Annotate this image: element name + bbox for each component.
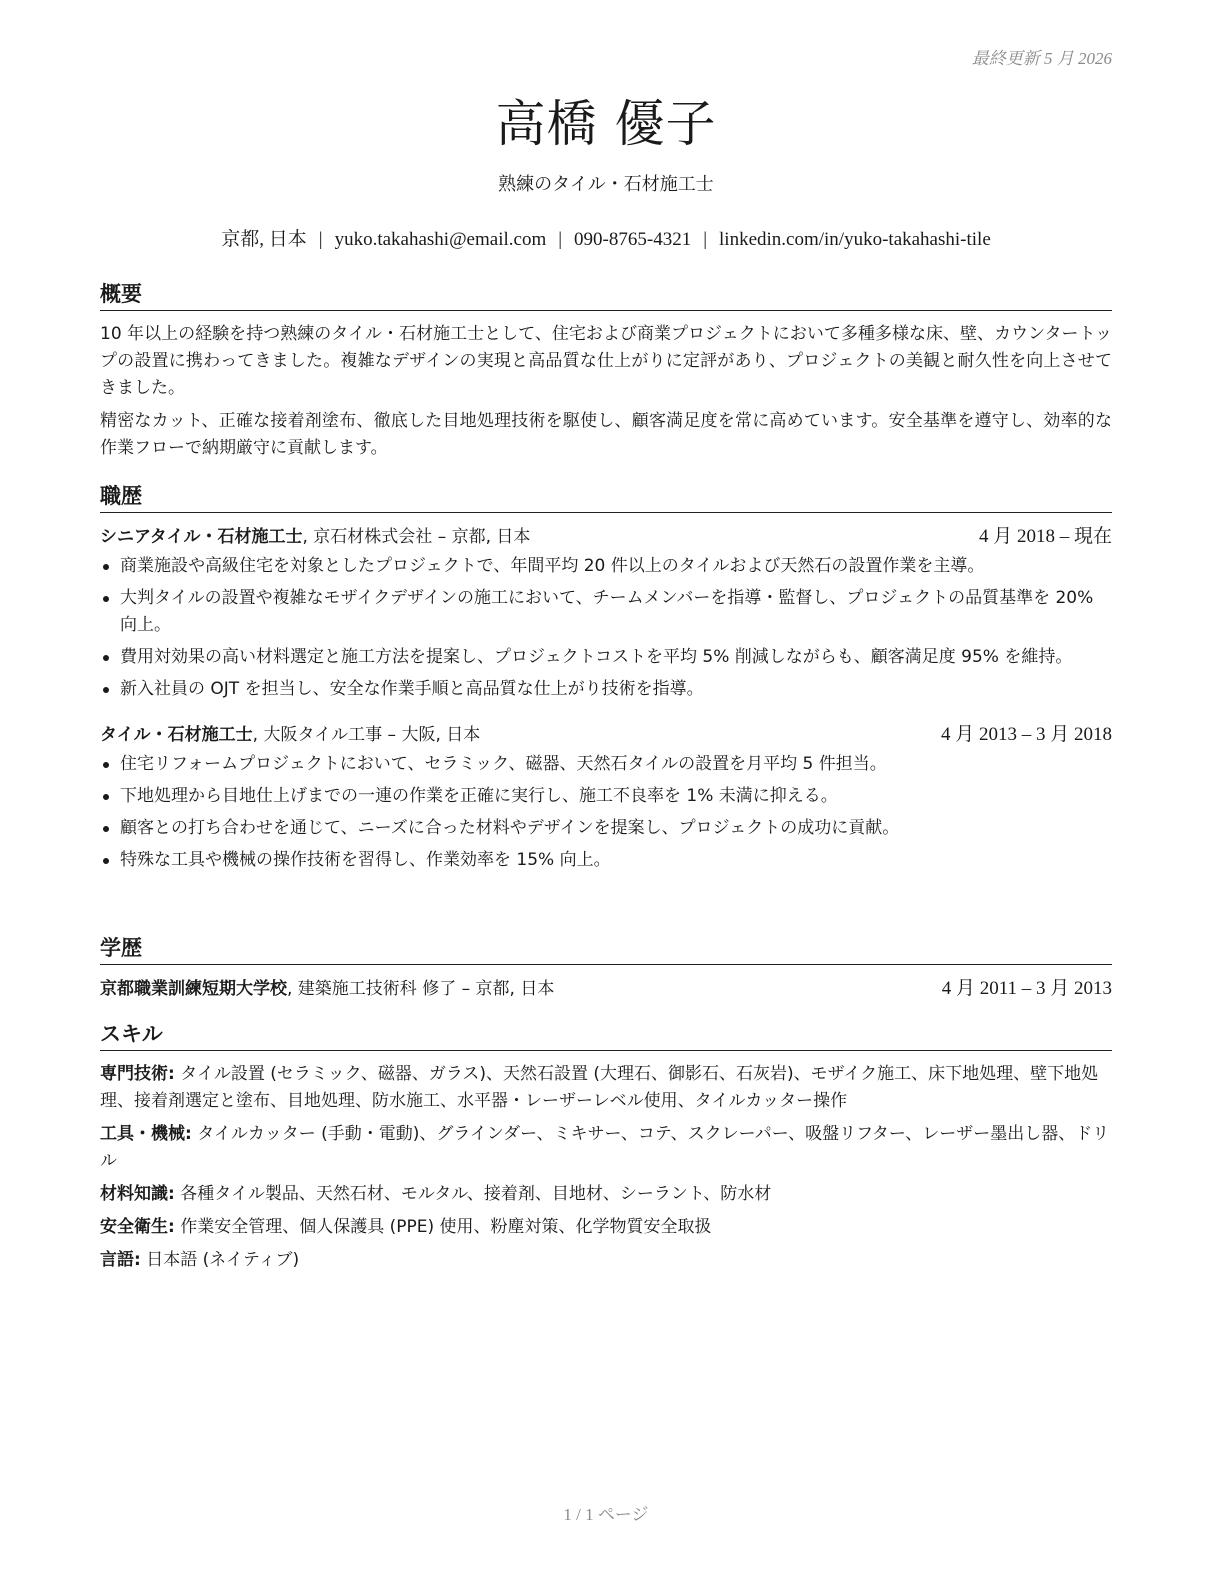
skill-text: 作業安全管理、個人保護具 (PPE) 使用、粉塵対策、化学物質安全取扱 (174, 1217, 712, 1237)
skill-text: 各種タイル製品、天然石材、モルタル、接着剤、目地材、シーラント、防水材 (174, 1184, 772, 1204)
experience-section (100, 480, 1112, 879)
job-title: シニアタイル・石材施工士 (100, 527, 303, 547)
skill-text: タイル設置 (セラミック、磁器、ガラス)、天然石設置 (大理石、御影石、石灰岩)、モザイク施工、床下地処理、壁下地処理、接着剤選定と塗布、目地処理、防水施工、水平器・レーザーレベル使用、タイルカッター操作 (100, 1064, 1099, 1111)
list-item: 顧客との打ち合わせを通じて、ニーズに合った材料やデザインを提案し、プロジェクトの成功に貢献。 (100, 815, 1112, 842)
contact-line (100, 224, 1112, 251)
list-item: 新入社員の OJT を担当し、安全な作業手順と高品質な仕上がり技術を指導。 (100, 676, 1112, 703)
skill-label: 専門技術: (100, 1064, 175, 1084)
skill-text: タイルカッター (手動・電動)、グラインダー、ミキサー、コテ、スクレーパー、吸盤リフター、レーザー墨出し器、ドリル (100, 1124, 1110, 1171)
separator: | (558, 229, 563, 250)
education-dates: 4 月 2011 – 3 月 2013 (941, 978, 1112, 999)
job-org-line (100, 523, 530, 551)
list-item: 特殊な工具や機械の操作技術を習得し、作業効率を 15% 向上。 (100, 847, 1112, 874)
skill-label: 材料知識: (100, 1184, 175, 1204)
job-org-line (100, 721, 480, 749)
list-item: 費用対効果の高い材料選定と施工方法を提案し、プロジェクトコストを平均 5% 削減しながらも、顧客満足度 95% を維持。 (100, 644, 1112, 671)
contact-location: 京都, 日本 (221, 229, 307, 250)
school-name: 京都職業訓練短期大学校 (100, 979, 287, 999)
list-item: 住宅リフォームプロジェクトにおいて、セラミック、磁器、天然石タイルの設置を月平均 5 件担当。 (100, 751, 1112, 778)
skill-row (100, 1121, 1112, 1175)
education-org-line (100, 975, 554, 1003)
skill-row (100, 1181, 1112, 1208)
candidate-name: 高橋 優子 (495, 95, 717, 153)
list-item: 商業施設や高級住宅を対象としたプロジェクトで、年間平均 20 件以上のタイルおよび天然石の設置作業を主導。 (100, 553, 1112, 580)
contact-linkedin[interactable]: linkedin.com/in/yuko-takahashi-tile (719, 229, 991, 250)
page-number: 1 / 1 ページ (563, 1505, 649, 1524)
job-dates: 4 月 2013 – 3 月 2018 (940, 724, 1112, 745)
job-header (100, 523, 1112, 551)
job-dates: 4 月 2018 – 現在 (978, 526, 1112, 547)
job-title: タイル・石材施工士 (100, 725, 253, 745)
separator: | (318, 229, 323, 250)
job-company: , 京石材株式会社 – 京都, 日本 (302, 527, 531, 547)
skill-label: 安全衛生: (100, 1217, 175, 1237)
contact-phone: 090-8765-4321 (574, 229, 692, 250)
education-section (100, 932, 1112, 1003)
skill-row (100, 1214, 1112, 1241)
skill-row (100, 1247, 1112, 1274)
contact-email[interactable]: yuko.takahashi@email.com (334, 229, 547, 250)
job-header (100, 721, 1112, 749)
resume-page (100, 0, 1112, 1584)
list-item: 下地処理から目地仕上げまでの一連の作業を正確に実行し、施工不良率を 1% 未満に抑える。 (100, 783, 1112, 810)
section-heading: スキル (100, 1018, 1112, 1051)
last-updated: 最終更新 5 月 2026 (971, 49, 1112, 68)
section-heading: 概要 (100, 278, 1112, 311)
candidate-title: 熟練のタイル・石材施工士 (498, 174, 714, 195)
section-heading: 学歴 (100, 932, 1112, 965)
job-bullets (100, 553, 1112, 703)
job-company: , 大阪タイル工事 – 大阪, 日本 (252, 725, 481, 745)
education-entry (100, 975, 1112, 1003)
summary-section (100, 278, 1112, 468)
skill-row (100, 1061, 1112, 1115)
skill-label: 言語: (100, 1250, 141, 1270)
summary-paragraph: 10 年以上の経験を持つ熟練のタイル・石材施工士として、住宅および商業プロジェクトにおいて多種多様な床、壁、カウンタートップの設置に携わってきました。複雑なデザインの実現と高品質な仕上がりに定評があり、プロジェクトの美観と耐久性を向上させてきました。 (100, 324, 1112, 398)
list-item: 大判タイルの設置や複雑なモザイクデザインの施工において、チームメンバーを指導・監督し、プロジェクトの品質基準を 20% 向上。 (100, 585, 1112, 639)
education-detail: , 建築施工技術科 修了 – 京都, 日本 (287, 979, 555, 999)
summary-paragraph: 精密なカット、正確な接着剤塗布、徹底した目地処理技術を駆使し、顧客満足度を常に高めています。安全基準を遵守し、効率的な作業フローで納期厳守に貢献します。 (100, 411, 1112, 458)
job-bullets (100, 751, 1112, 874)
separator: | (703, 229, 708, 250)
skill-text: 日本語 (ネイティブ) (140, 1250, 300, 1270)
skills-section (100, 1018, 1112, 1280)
job-entry (100, 721, 1112, 874)
skill-label: 工具・機械: (100, 1124, 192, 1144)
job-entry (100, 523, 1112, 703)
section-heading: 職歴 (100, 480, 1112, 513)
